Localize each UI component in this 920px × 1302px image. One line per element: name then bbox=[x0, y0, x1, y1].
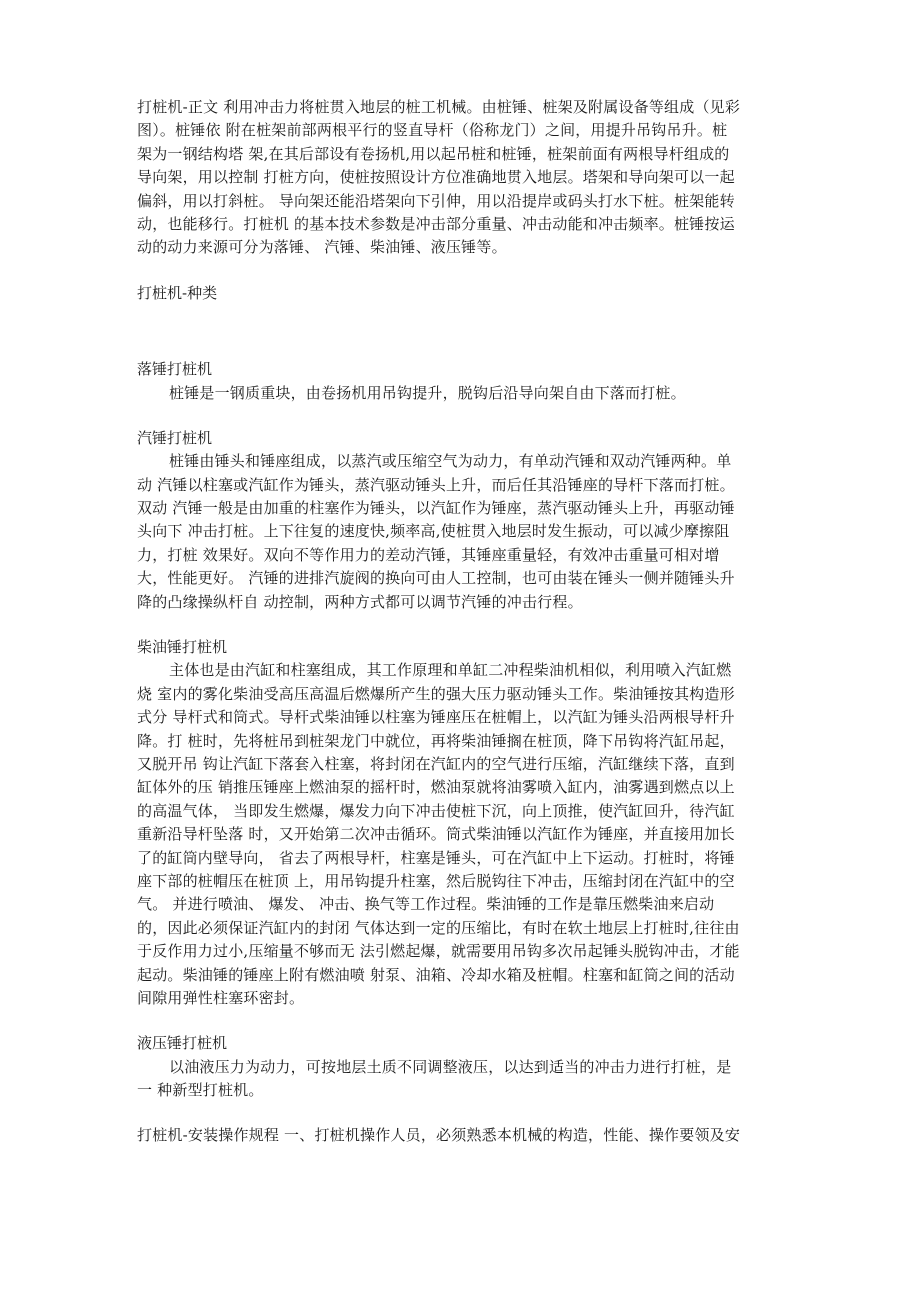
text-line: 以油液压力为动力，可按地层土质不同调整液压，以达到适当的冲击力进行打桩，是 bbox=[169, 1057, 732, 1076]
text-line: 降的凸缘操纵杆自 动控制，两种方式都可以调节汽锤的冲击行程。 bbox=[137, 592, 583, 611]
text-line: 大，性能更好。 汽锤的进排汽旋阀的换向可由人工控制，也可由装在锤头一侧并随锤头升 bbox=[137, 569, 735, 588]
text-line: 桩锤由锤头和锤座组成，以蒸汽或压缩空气为动力，有单动汽锤和双动汽锤两种。单 bbox=[169, 452, 732, 471]
text-line: 动，也能移行。打桩机 的基本技术参数是冲击部分重量、冲击动能和冲击频率。桩锤按运 bbox=[137, 214, 735, 233]
text-line: 又脱开吊 钩让汽缸下落套入柱塞，将封闭在汽缸内的空气进行压缩，汽缸继续下落，直到 bbox=[137, 754, 735, 773]
section-diesel-hammer bbox=[137, 636, 797, 1010]
section-title: 汽锤打桩机 bbox=[137, 428, 213, 447]
spacer bbox=[137, 260, 797, 282]
text-line: 间隙用弹性柱塞环密封。 bbox=[137, 988, 305, 1007]
text-line: 架为一钢结构塔 架,在其后部设有卷扬机,用以起吊桩和桩锤，桩架前面有两根导杆组成的 bbox=[137, 144, 730, 163]
spacer bbox=[137, 1010, 797, 1032]
text-line: 的，因此必须保证汽缸内的封闭 气体达到一定的压缩比，有时在软土地层上打桩时,往往由 bbox=[137, 918, 740, 937]
section-title: 落锤打桩机 bbox=[137, 360, 213, 379]
text-line: 了的缸筒内壁导向， 省去了两根导杆，柱塞是锤头，可在汽缸中上下运动。打桩时，将锤 bbox=[137, 848, 735, 867]
text-line: 气。 并进行喷油、 爆发、 冲击、换气等工作过程。柴油锤的工作是靠压燃柴油来启动 bbox=[137, 895, 715, 914]
text-line: 偏斜，用以打斜桩。 导向架还能沿塔架向下引伸，用以沿提岸或码头打水下桩。桩架能转 bbox=[137, 191, 735, 210]
section-drop-hammer bbox=[137, 358, 797, 405]
text-line: 图）。桩锤依 附在桩架前部两根平行的竖直导杆（俗称龙门）之间，用提升吊钩吊升。桩 bbox=[137, 121, 728, 140]
document-page bbox=[137, 96, 797, 1148]
text-line: 力，打桩 效果好。双向不等作用力的差动汽锤，其锤座重量轻，有效冲击重量可相对增 bbox=[137, 545, 720, 564]
text-line: 桩锤是一钢质重块，由卷扬机用吊钩提升，脱钩后沿导向架自由下落而打桩。 bbox=[169, 383, 686, 402]
intro-paragraph bbox=[137, 96, 797, 260]
types-heading: 打桩机-种类 bbox=[137, 283, 218, 302]
text-line: 座下部的桩帽压在桩顶 上，用吊钩提升柱塞，然后脱钩往下冲击，压缩封闭在汽缸中的空 bbox=[137, 871, 735, 890]
install-paragraph bbox=[137, 1124, 797, 1147]
text-line: 烧 室内的雾化柴油受高压高温后燃爆所产生的强大压力驱动锤头工作。柴油锤按其构造形 bbox=[137, 684, 735, 703]
text-line: 双动 汽锤一般是由加重的柱塞作为锤头，以汽缸作为锤座，蒸汽驱动锤头上升，再驱动锤 bbox=[137, 499, 735, 518]
text-line: 主体也是由汽缸和柱塞组成，其工作原理和单缸二冲程柴油机相似，利用喷入汽缸燃 bbox=[169, 661, 732, 680]
text-line: 起动。柴油锤的锤座上附有燃油喷 射泵、油箱、冷却水箱及桩帽。柱塞和缸筒之间的活动 bbox=[137, 965, 735, 984]
text-line: 导向架，用以控制 打桩方向，使桩按照设计方位准确地贯入地层。塔架和导向架可以一起 bbox=[137, 168, 735, 187]
section-title: 液压锤打桩机 bbox=[137, 1034, 228, 1053]
text-line: 头向下 冲击打桩。上下往复的速度快,频率高,使桩贯入地层时发生振动，可以减少摩擦阻 bbox=[137, 522, 730, 541]
text-line: 降。打 桩时，先将桩吊到桩架龙门中就位，再将柴油锤搁在桩顶，降下吊钩将汽缸吊起， bbox=[137, 731, 735, 750]
spacer bbox=[137, 614, 797, 636]
section-title: 柴油锤打桩机 bbox=[137, 638, 228, 657]
spacer bbox=[137, 405, 797, 427]
text-line: 重新沿导杆坠落 时，又开始第二次冲击循环。筒式柴油锤以汽缸作为锤座，并直接用加长 bbox=[137, 825, 735, 844]
text-line: 式分 导杆式和筒式。导杆式柴油锤以柱塞为锤座压在桩帽上，以汽缸为锤头沿两根导杆升 bbox=[137, 708, 735, 727]
text-line: 的高温气体， 当即发生燃爆，爆发力向下冲击使桩下沉，向上顶推，使汽缸回升，待汽缸 bbox=[137, 801, 735, 820]
section-steam-hammer bbox=[137, 427, 797, 614]
spacer bbox=[137, 305, 797, 358]
text-line: 动 汽锤以柱塞或汽缸作为锤头，蒸汽驱动锤头上升，而后任其沿锤座的导杆下落而打桩。 bbox=[137, 475, 735, 494]
text-line: 动的动力来源可分为落锤、 汽锤、柴油锤、液压锤等。 bbox=[137, 238, 507, 257]
text-line: 打桩机-正文 利用冲击力将桩贯入地层的桩工机械。由桩锤、桩架及附属设备等组成（见彩 bbox=[137, 98, 741, 116]
section-hydraulic-hammer bbox=[137, 1032, 797, 1102]
text-line: 缸体外的压 销推压锤座上燃油泵的摇杆时，燃油泵就将油雾喷入缸内，油雾遇到燃点以上 bbox=[137, 778, 735, 797]
text-line: 打桩机-安装操作规程 一、打桩机操作人员，必须熟悉本机械的构造，性能、操作要领及安 bbox=[137, 1126, 741, 1145]
text-line: 一 种新型打桩机。 bbox=[137, 1081, 264, 1100]
text-line: 于反作用力过小,压缩量不够而无 法引燃起爆，就需要用吊钩多次吊起锤头脱钩冲击，才能 bbox=[137, 942, 740, 961]
spacer bbox=[137, 1102, 797, 1124]
